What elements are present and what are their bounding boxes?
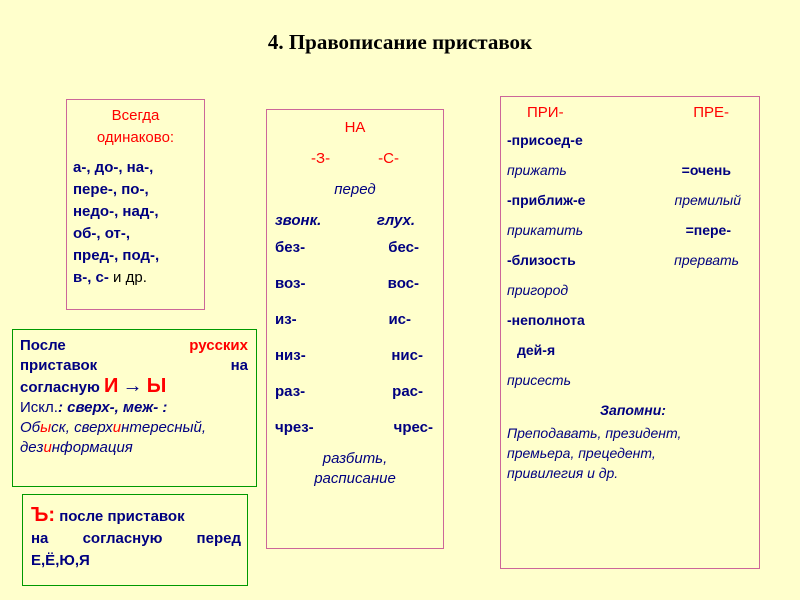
remember-line: Преподавать, президент, <box>507 425 682 441</box>
pri-row: прижать =очень <box>507 162 731 178</box>
always-line-last <box>73 267 204 289</box>
zs-pered: перед <box>334 181 376 198</box>
pri-pre-heading <box>501 97 759 121</box>
arrow-icon: → <box>122 375 143 397</box>
zs-example-2: расписание <box>314 470 396 487</box>
pri-row: пригород <box>507 282 569 298</box>
remember-words <box>501 423 759 483</box>
zs-examples <box>267 449 443 489</box>
pri-pre-list <box>501 125 759 425</box>
after-row-2 <box>20 356 248 376</box>
letter-y: Ы <box>146 375 167 397</box>
zs-heading-row <box>267 150 443 167</box>
zs-pair-row: низ- нис- <box>275 347 423 364</box>
pri-row: дей-я <box>517 342 556 358</box>
after-row-1 <box>20 336 248 356</box>
zs-heading-na: НА <box>344 119 366 136</box>
heading-pri: ПРИ- <box>527 104 564 121</box>
always-prefix-list <box>67 149 204 289</box>
always-heading-line-2: одинаково: <box>96 129 175 146</box>
after-word: согласную <box>20 379 100 396</box>
zs-example-1: разбить, <box>322 450 388 467</box>
after-word: на <box>230 357 248 374</box>
after-word: приставок <box>20 357 98 374</box>
zs-pair-row: без- бес- <box>275 239 419 256</box>
zs-voice-row <box>267 212 443 229</box>
hard-sign-letter: Ъ: <box>31 504 56 526</box>
always-line: а-, до-, на-, <box>73 159 154 176</box>
always-heading <box>67 105 204 149</box>
always-last-bold: в-, с- <box>73 269 109 286</box>
remember-line: премьера, прецедент, <box>507 445 656 461</box>
always-line: недо-, над-, <box>73 203 159 220</box>
pri-row: присесть <box>507 372 571 388</box>
after-word: После <box>20 337 66 354</box>
pri-row: -близость прервать <box>507 252 739 268</box>
exception-label: Искл. <box>20 399 58 416</box>
hard-sign-line-1: Ъ: после приставок <box>31 504 185 526</box>
pri-row: прикатить =пере- <box>507 222 731 238</box>
after-russian-prefixes-box <box>12 329 257 487</box>
remember-label: Запомни: <box>600 402 666 418</box>
zs-pair-row: из- ис- <box>275 311 411 328</box>
hard-sign-line-3: Е,Ё,Ю,Я <box>31 552 90 569</box>
always-line: об-, от-, <box>73 225 131 242</box>
after-word-russian: русских <box>189 337 248 354</box>
always-line: пере-, по-, <box>73 181 149 198</box>
z-s-prefixes-box <box>266 109 444 549</box>
always-line: пред-, под-, <box>73 247 160 264</box>
pri-row: -неполнота <box>507 312 585 328</box>
always-heading-line-1: Всегда <box>111 107 160 124</box>
zs-voiced: звонк. <box>275 212 322 229</box>
exception-example-1: Обыск, сверхинтересный, <box>20 419 207 436</box>
always-same-box <box>66 99 205 310</box>
after-row-3 <box>20 376 248 398</box>
zs-heading-z: -З- <box>311 150 331 167</box>
page-title: 4. Правописание приставок <box>267 30 533 54</box>
always-last-plain: и др. <box>108 269 147 286</box>
hard-sign-box <box>22 494 248 586</box>
after-exception <box>20 398 248 418</box>
zs-pair-row: чрез- чрес- <box>275 419 433 436</box>
zs-pair-row: воз- вос- <box>275 275 419 292</box>
letter-i: И <box>103 375 119 397</box>
pri-row: -присоед-е <box>507 132 583 148</box>
zs-pairs <box>267 239 443 449</box>
heading-pre: ПРЕ- <box>693 104 729 121</box>
remember-line: привилегия и др. <box>507 465 619 481</box>
zs-voiceless: глух. <box>376 212 415 229</box>
exception-prefixes: : сверх-, меж- : <box>57 399 168 416</box>
pri-pre-box <box>500 96 760 569</box>
zs-pair-row: раз- рас- <box>275 383 423 400</box>
zs-heading-s: -С- <box>378 150 399 167</box>
pri-row: -приближ-е премилый <box>507 192 741 208</box>
exception-example-2: дезинформация <box>20 439 133 456</box>
hard-sign-line-2: на согласную перед <box>31 530 241 547</box>
